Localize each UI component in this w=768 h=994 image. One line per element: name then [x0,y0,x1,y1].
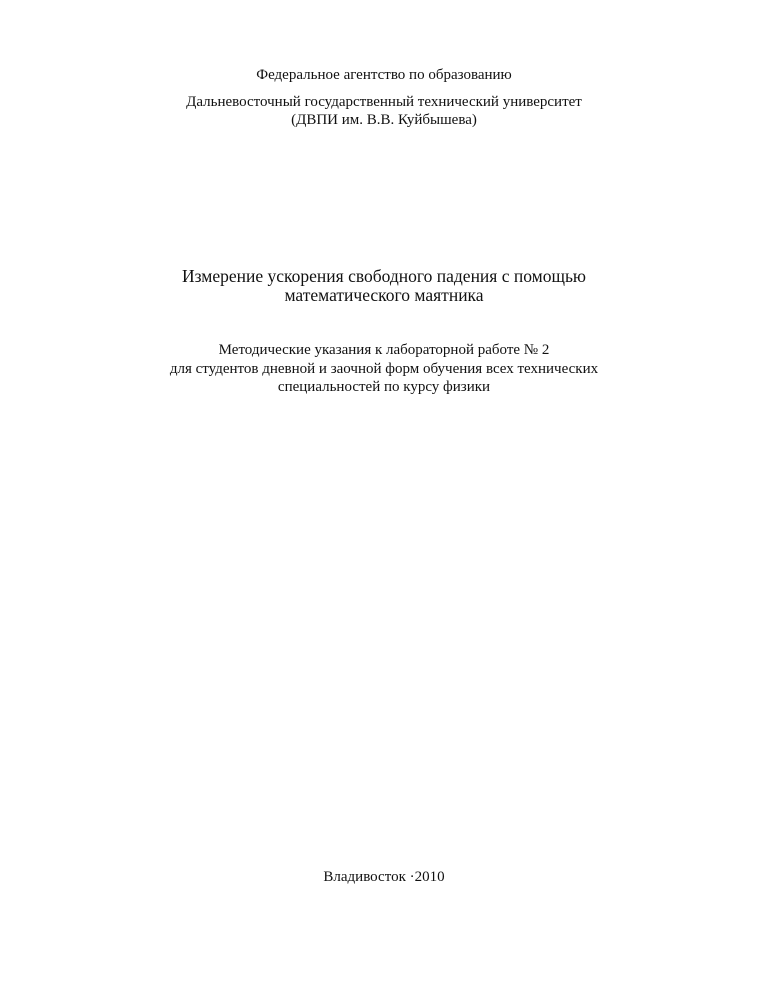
university-name: Дальневосточный государственный технический университет [186,94,582,110]
agency-name: Федеральное агентство по образованию [256,67,512,83]
subtitle-line-3: специальностей по курсу физики [277,379,491,395]
subtitle-line-2: для студентов дневной и заочной форм обучения всех технических [169,361,599,377]
university-short-name: (ДВПИ им. В.В. Куйбышева) [291,112,477,128]
subtitle-line-1: Методические указания к лабораторной работе № 2 [218,342,550,358]
title-line-1: Измерение ускорения свободного падения с помощью [181,266,587,286]
title-line-2: математического маятника [284,285,484,305]
city-year: Владивосток ·2010 [323,869,445,885]
